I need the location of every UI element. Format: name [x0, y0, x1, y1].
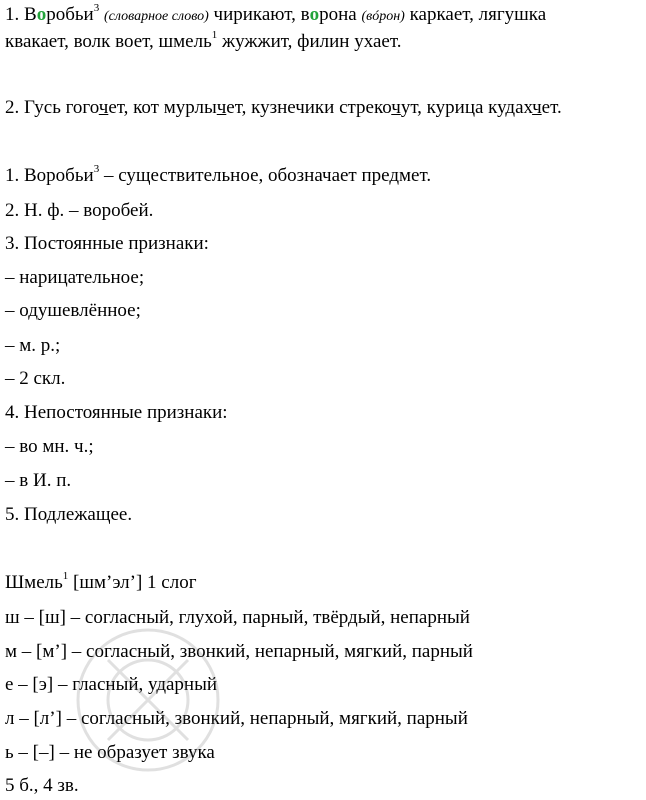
highlighted-vowel: о: [309, 4, 320, 25]
analysis-line-10: – в И. п.: [5, 470, 72, 491]
phonetic-row-3: е – [э] – гласный, ударный: [5, 674, 218, 695]
item-number: 1.: [5, 4, 20, 25]
dictionary-word-note: (словарное слово): [103, 9, 209, 24]
phonetic-row-6: 5 б., 4 зв.: [5, 775, 79, 796]
watermark-logo: [48, 600, 248, 800]
analysis-line-9: – во мн. ч.;: [5, 436, 94, 457]
exercise-line-2: [5, 30, 401, 54]
superscript-1: 1: [62, 569, 69, 582]
analysis-line-3: 3. Постоянные признаки:: [5, 233, 209, 254]
superscript-1: 1: [211, 28, 218, 41]
text-run: – существительное, обозначает предмет.: [99, 165, 432, 186]
text-run: квакает, волк воет, шмель: [5, 31, 212, 52]
underlined-letter: ч: [98, 97, 109, 118]
text-run: [шм’эл’] 1 слог: [68, 572, 197, 593]
phonetic-row-5: ь – [–] – не образует звука: [5, 742, 215, 763]
analysis-line-5: – одушевлённое;: [5, 300, 141, 321]
phonetic-row-1: ш – [ш] – согласный, глухой, парный, твёрдый, непарный: [5, 607, 470, 628]
text-run: рона: [319, 4, 362, 25]
underlined-letter: ч: [532, 97, 542, 118]
text-run: каркает, лягушка: [404, 4, 547, 25]
analysis-line-11: 5. Подлежащее.: [5, 504, 133, 525]
analysis-line-1: [5, 164, 431, 188]
text-run: ет.: [541, 97, 562, 118]
underlined-letter: ч: [216, 97, 227, 118]
text-run: ут, курица кудах: [400, 97, 533, 118]
text-run: ет, кот мурлы: [108, 97, 217, 118]
text-run: 2. Гусь гого: [5, 97, 99, 118]
superscript-3: 3: [93, 162, 100, 175]
superscript-3: 3: [93, 1, 100, 14]
text-run: жужжит, филин ухает.: [217, 31, 402, 52]
phonetic-row-4: л – [л’] – согласный, звонкий, непарный, мягкий, парный: [5, 708, 468, 729]
phonetic-header: [5, 571, 197, 595]
word-part: робьи: [46, 4, 94, 25]
exercise-line-3: [5, 96, 562, 120]
origin-note: (вóрон): [361, 9, 405, 24]
phonetic-row-2: м – [м’] – согласный, звонкий, непарный, мягкий, парный: [5, 641, 473, 662]
text-run: чирикают, в: [208, 4, 310, 25]
text-run: Шмель: [5, 572, 63, 593]
analysis-line-8: 4. Непостоянные признаки:: [5, 402, 228, 423]
text-run: ет, кузнечики стреко: [226, 97, 392, 118]
analysis-line-6: – м. р.;: [5, 335, 61, 356]
word-part: В: [24, 4, 37, 25]
analysis-line-2: 2. Н. ф. – воробей.: [5, 200, 154, 221]
analysis-line-4: – нарицательное;: [5, 267, 145, 288]
text-run: 1. Воробьи: [5, 165, 94, 186]
underlined-letter: ч: [391, 97, 401, 118]
analysis-line-7: – 2 скл.: [5, 368, 66, 389]
exercise-line-1: [5, 3, 546, 29]
highlighted-vowel: о: [36, 4, 47, 25]
